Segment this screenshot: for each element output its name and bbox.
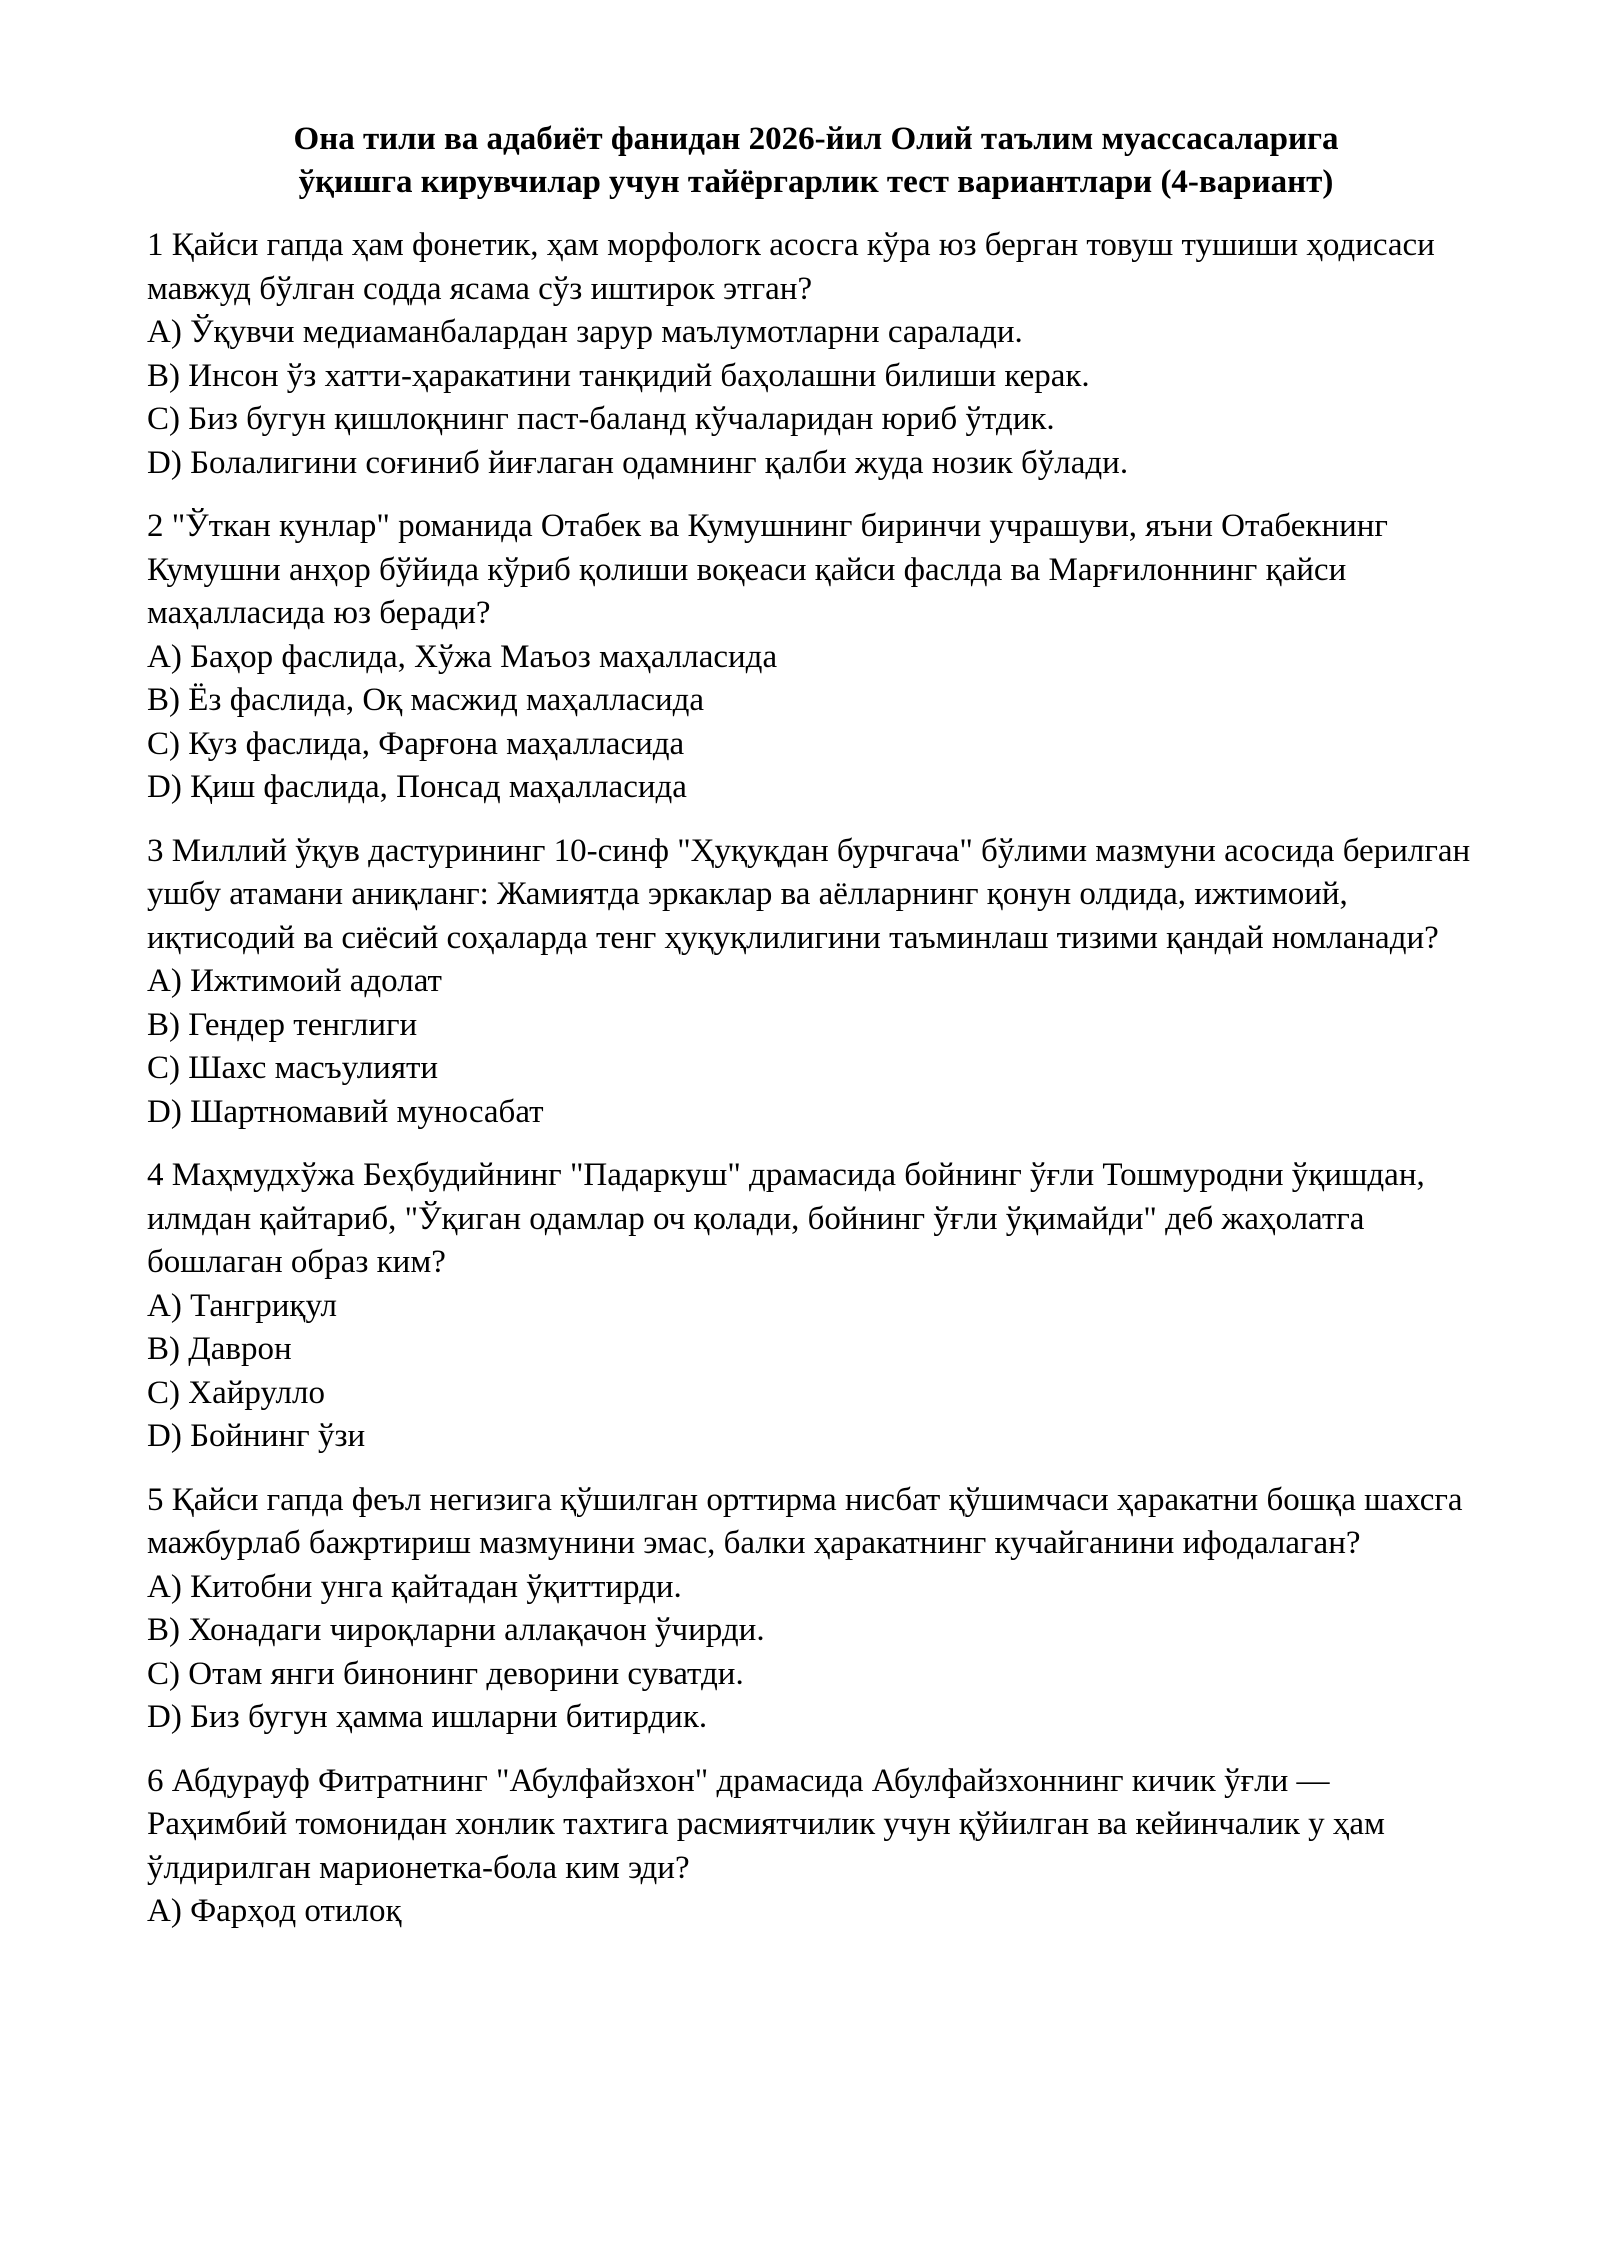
answer-options [147, 1890, 1477, 1934]
answer-option: D) Қиш фаслида, Понсад маҳалласида [147, 769, 687, 805]
answer-option: C) Биз бугун қишлоқнинг паст-баланд кўчаларидан юриб ўтдик. [147, 401, 1055, 437]
answer-option: D) Бойнинг ўзи [147, 1418, 366, 1454]
answer-options [147, 960, 1477, 1134]
question-block [147, 224, 1477, 485]
answer-option: A) Ижтимоий адолат [147, 963, 442, 999]
answer-option: D) Биз бугун ҳамма ишларни битирдик. [147, 1699, 708, 1735]
answer-option: A) Фарҳод отилоқ [147, 1893, 402, 1929]
answer-option: A) Ўқувчи медиаманбалардан зарур маълумотларни саралади. [147, 314, 1023, 350]
question-text: 6 Абдурауф Фитратнинг "Абулфайзхон" драмасида Абулфайзхоннинг кичик ўғли — Раҳимбий томонидан хонлик тахтига расмиятчилик учун қўйилган ва кейинчалик у ҳам ўлдирилган марионетка-бола ким эди? [147, 1762, 1385, 1886]
title-line-2: ўқишга кирувчилар учун тайёргарлик тест вариантлари (4-вариант) [298, 164, 1334, 200]
answer-option: A) Китобни унга қайтадан ўқиттирди. [147, 1568, 682, 1605]
answer-option: B) Гендер тенглиги [147, 1006, 418, 1043]
question-text: 1 Қайси гапда ҳам фонетик, ҳам морфологк асосга кўра юз берган товуш тушиши ҳодисаси мавжуд бўлган содда ясама сўз иштирок этган? [147, 227, 1435, 307]
answer-options [147, 636, 1477, 810]
question-block [147, 505, 1477, 810]
answer-options [147, 1566, 1477, 1740]
answer-option: D) Болалигини соғиниб йиғлаган одамнинг қалби жуда нозик бўлади. [147, 444, 1129, 481]
answer-option: B) Даврон [147, 1331, 292, 1367]
document-title [147, 118, 1477, 204]
answer-option: D) Шартномавий муносабат [147, 1093, 544, 1130]
answer-options [147, 1285, 1477, 1459]
answer-option: A) Баҳор фаслида, Хўжа Маъоз маҳалласида [147, 638, 778, 675]
answer-option: C) Куз фаслида, Фарғона маҳалласида [147, 725, 685, 762]
question-text: 2 "Ўткан кунлар" романида Отабек ва Кумушнинг биринчи учрашуви, яъни Отабекнинг Кумушни анҳор бўйида кўриб қолиши воқеаси қайси фаслда ва Марғилоннинг қайси маҳалласида юз беради? [147, 508, 1388, 631]
answer-option: B) Ёз фаслида, Оқ масжид маҳалласида [147, 682, 705, 718]
title-line-1: Она тили ва адабиёт фанидан 2026-йил Олий таълим муассасаларига [293, 121, 1339, 157]
question-block [147, 830, 1477, 1135]
answer-options [147, 311, 1477, 485]
question-text: 3 Миллий ўқув дастурининг 10-синф "Ҳуқуқдан бурчгача" бўлими мазмуни асосида берилган ушбу атамани аниқланг: Жамиятда эркаклар ва аёлларнинг қонун олдида, ижтимоий, иқтисодий ва сиёсий соҳаларда тенг ҳуқуқлилигини таъминлаш тизими қандай номланади? [147, 832, 1471, 956]
question-list [147, 224, 1477, 1934]
question-block [147, 1479, 1477, 1740]
question-text: 4 Маҳмудхўжа Беҳбудийнинг "Падаркуш" драмасида бойнинг ўғли Тошмуродни ўқишдан, илмдан қайтариб, "Ўқиган одамлар оч қолади, бойнинг ўғли ўқимайди" деб жаҳолатга бошлаган образ ким? [147, 1157, 1425, 1280]
question-block [147, 1760, 1477, 1934]
question-block [147, 1154, 1477, 1459]
document-page [147, 118, 1477, 1954]
question-text: 5 Қайси гапда феъл негизига қўшилган орттирма нисбат қўшимчаси ҳаракатни бошқа шахсга мажбурлаб бажртириш мазмунини эмас, балки ҳаракатнинг кучайганини ифодалаган? [147, 1481, 1463, 1561]
answer-option: C) Шахс масъулияти [147, 1050, 439, 1086]
answer-option: B) Хонадаги чироқларни аллақачон ўчирди. [147, 1612, 765, 1648]
answer-option: A) Тангриқул [147, 1287, 337, 1324]
answer-option: C) Отам янги бинонинг деворини суватди. [147, 1655, 744, 1692]
answer-option: B) Инсон ўз хатти-ҳаракатини танқидий баҳолашни билиши керак. [147, 357, 1090, 394]
answer-option: C) Хайрулло [147, 1374, 325, 1411]
